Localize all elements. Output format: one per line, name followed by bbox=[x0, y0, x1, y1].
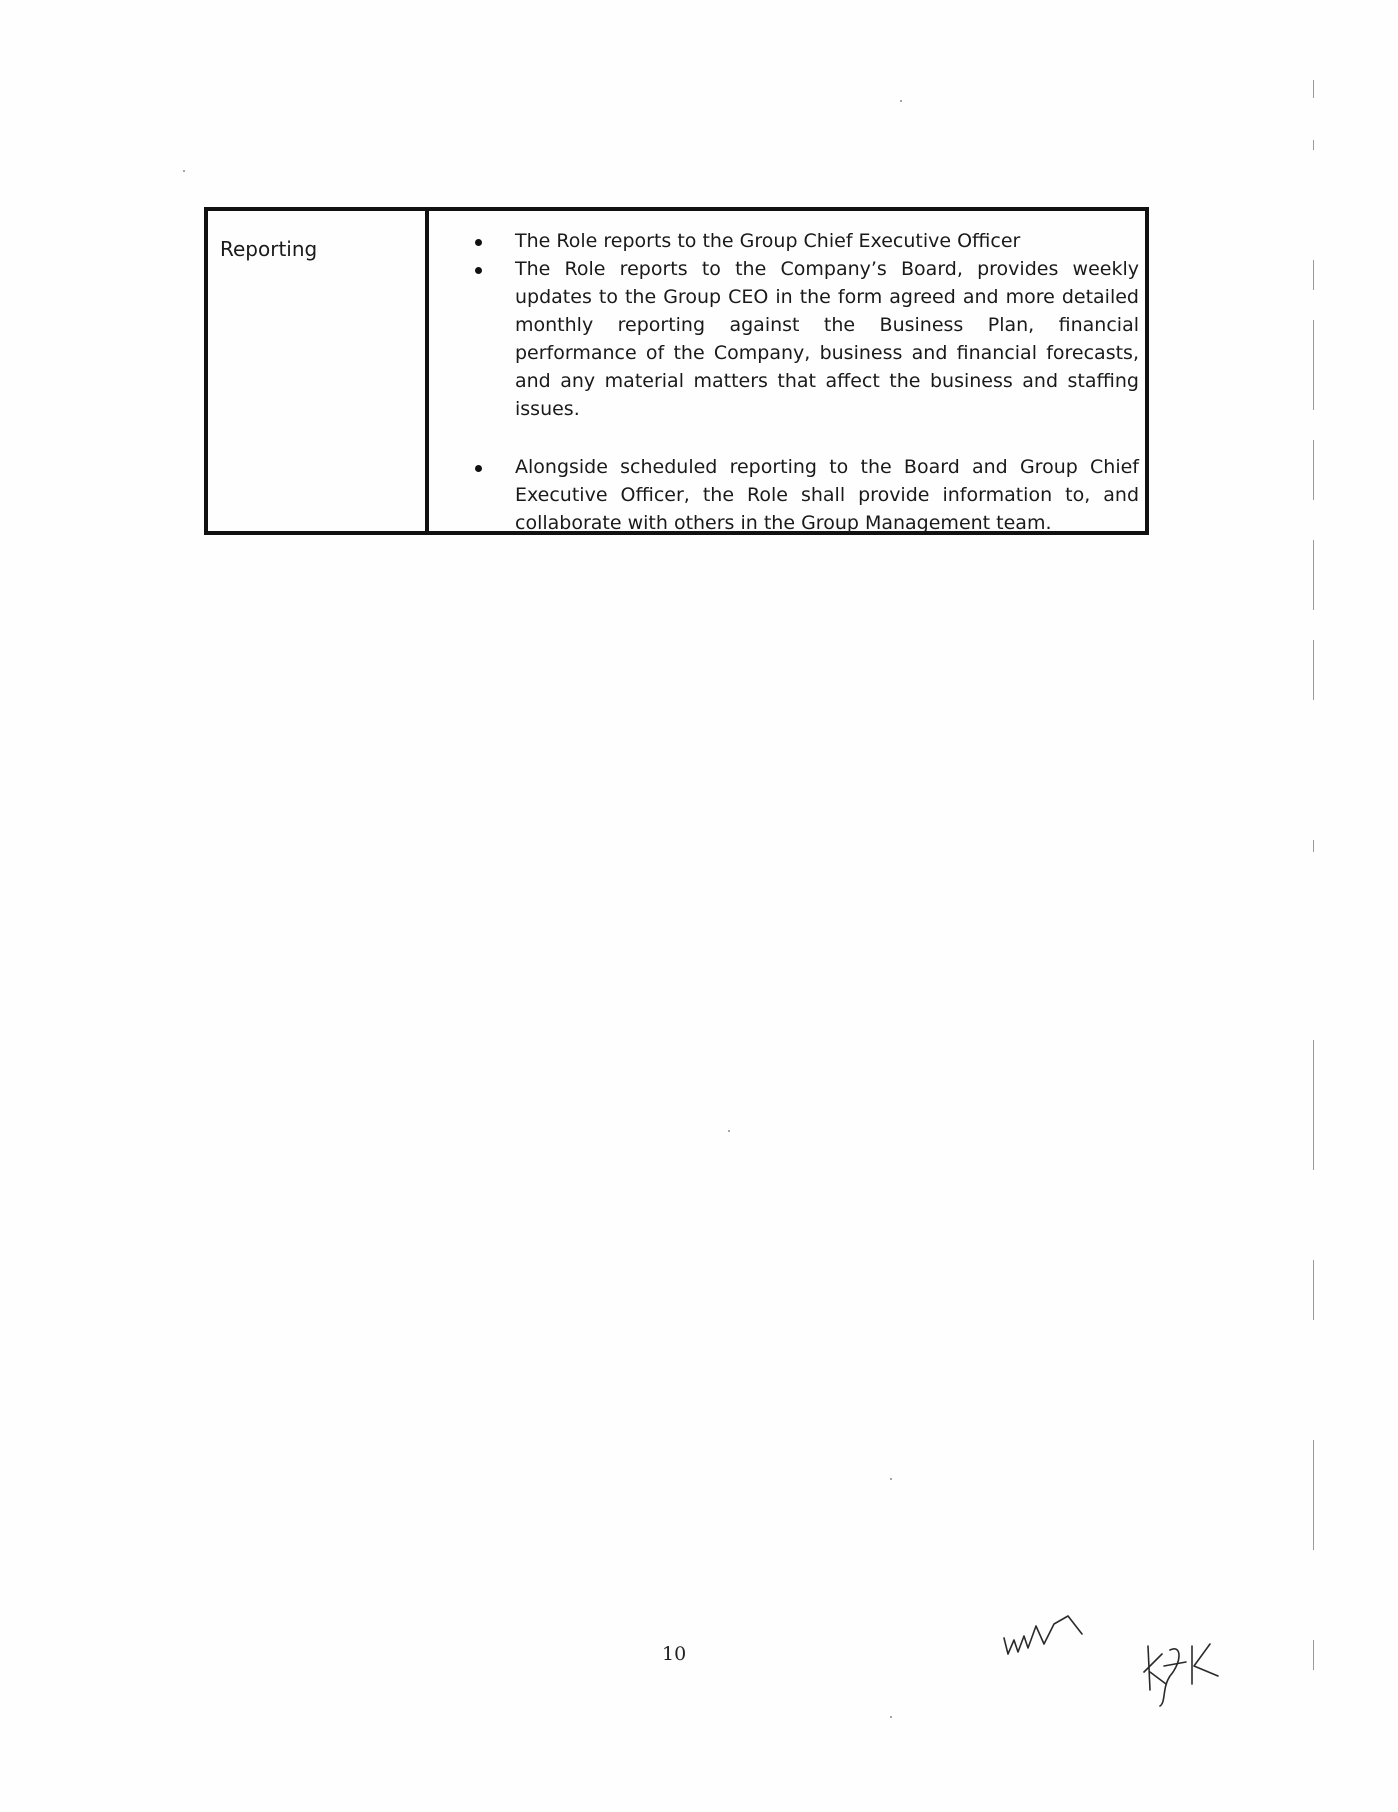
bullet-item bbox=[473, 453, 1139, 537]
page-number: 10 bbox=[662, 1643, 687, 1665]
bullet-item bbox=[473, 255, 1139, 423]
scan-speck bbox=[183, 170, 185, 172]
scan-speck bbox=[890, 1478, 892, 1480]
bullet-item bbox=[473, 227, 1139, 255]
signature-initials-kjk bbox=[1136, 1632, 1226, 1712]
row-label-cell bbox=[208, 211, 429, 531]
row-label: Reporting bbox=[220, 237, 318, 261]
row-content-cell bbox=[429, 211, 1145, 534]
signature-initials-mv bbox=[998, 1604, 1098, 1664]
scan-speck bbox=[728, 1130, 730, 1132]
scan-speck bbox=[890, 1716, 892, 1718]
scan-edge-marks bbox=[1313, 80, 1317, 1700]
bullet-icon bbox=[475, 267, 482, 274]
bullet-text: The Role reports to the Group Chief Executive Officer bbox=[515, 230, 1021, 252]
reporting-table bbox=[204, 207, 1149, 535]
bullet-text: The Role reports to the Company’s Board, provides weekly updates to the Group CEO in the form agreed and more detailed monthly reporting against the Business Plan, financial performance of the Company, business and financial forecasts, and any material matters that affect the business and staffing issues. bbox=[515, 258, 1139, 420]
bullet-icon bbox=[475, 465, 482, 472]
reporting-bullet-list bbox=[473, 227, 1139, 537]
scan-speck bbox=[900, 100, 902, 102]
bullet-text: Alongside scheduled reporting to the Board and Group Chief Executive Officer, the Role shall provide information to, and collaborate with others in the Group Management team. bbox=[515, 456, 1139, 534]
bullet-icon bbox=[475, 239, 482, 246]
